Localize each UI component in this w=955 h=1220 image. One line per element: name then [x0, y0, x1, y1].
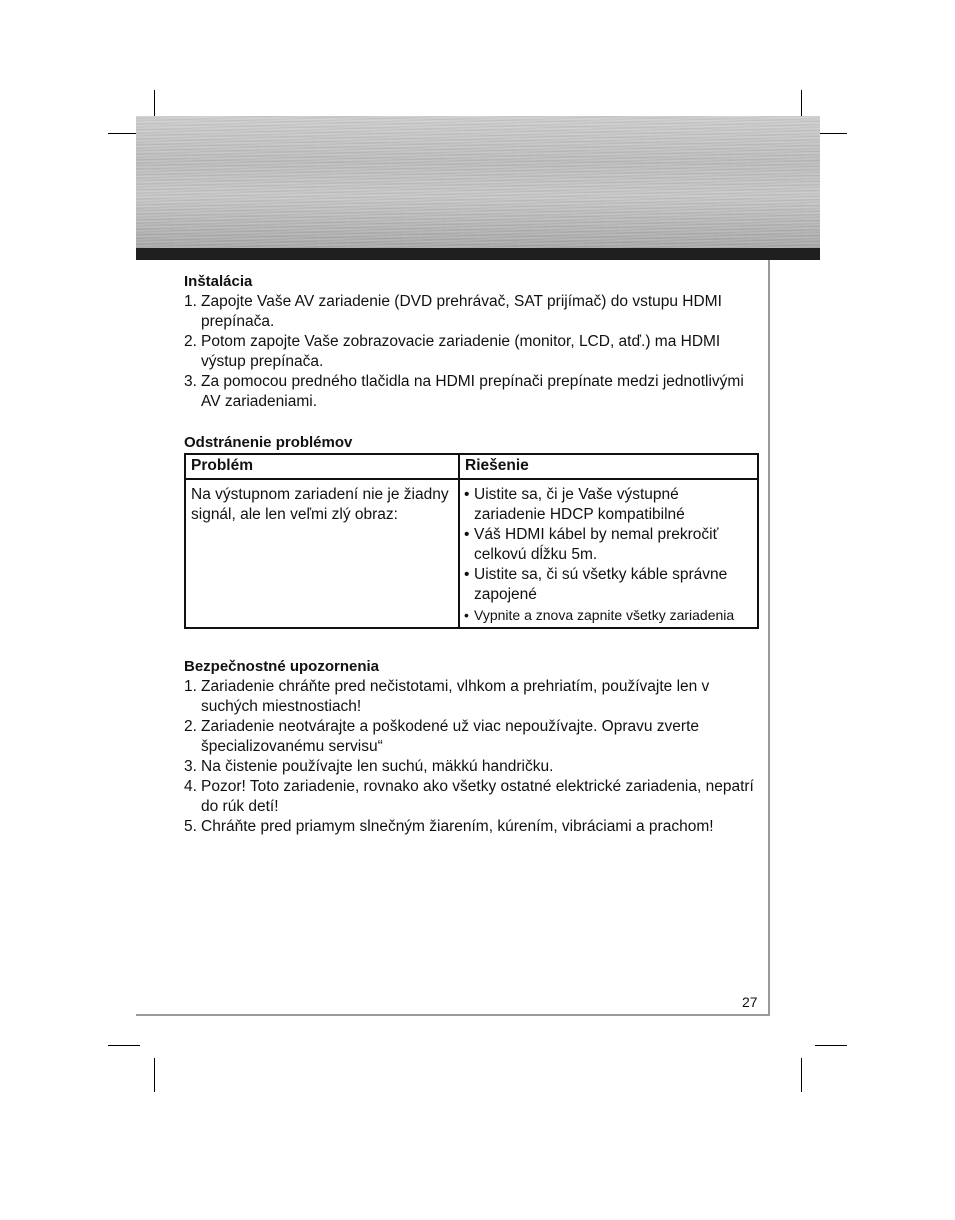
page-number: 27 — [742, 994, 758, 1010]
bottom-rule — [136, 1014, 770, 1016]
bullet-icon: • — [464, 566, 470, 583]
list-item: 2. Potom zapojte Vaše zobrazovacie zariadenie (monitor, LCD, atď.) ma HDMI výstup prepínača. — [184, 333, 721, 370]
crop-mark — [154, 1058, 155, 1092]
problem-cell: Na výstupnom zariadení nie je žiadny signál, ale len veľmi zlý obraz: — [185, 479, 459, 628]
crop-mark — [815, 1045, 847, 1046]
installation-heading: Inštalácia — [184, 273, 253, 290]
troubleshooting-heading: Odstránenie problémov — [184, 434, 353, 451]
troubleshooting-table — [184, 453, 759, 629]
list-item: 1. Zariadenie chráňte pred nečistotami, vlhkom a prehriatím, používajte len v suchých miestnostiach! — [184, 678, 710, 715]
solution-cell — [459, 479, 758, 628]
safety-heading: Bezpečnostné upozornenia — [184, 658, 380, 675]
bullet-icon: • — [464, 607, 469, 623]
crop-mark — [108, 1045, 140, 1046]
table-row — [185, 479, 758, 628]
list-item: 1. Zapojte Vaše AV zariadenie (DVD prehrávač, SAT prijímač) do vstupu HDMI prepínača. — [184, 293, 722, 330]
solution-item: • Vypnite a znova zapnite všetky zariadenia — [464, 607, 735, 623]
crop-mark — [801, 1058, 802, 1092]
solution-item: • Váš HDMI kábel by nemal prekročiť celkovú dĺžku 5m. — [464, 526, 719, 563]
safety-section — [184, 657, 764, 837]
page-content — [184, 272, 764, 837]
table-header-row — [185, 454, 758, 479]
bullet-icon: • — [464, 486, 470, 503]
list-item: 3. Za pomocou predného tlačidla na HDMI prepínači prepínate medzi jednotlivými AV zariadeniami. — [184, 373, 744, 410]
list-item: 4. Pozor! Toto zariadenie, rovnako ako všetky ostatné elektrické zariadenia, nepatrí do rúk detí! — [184, 778, 754, 815]
bullet-icon: • — [464, 526, 470, 543]
installation-list — [184, 292, 764, 412]
column-header-problem: Problém — [185, 454, 459, 479]
list-item: 2. Zariadenie neotvárajte a poškodené už viac nepoužívajte. Opravu zverte špecializovanému servisu“ — [184, 718, 700, 755]
troubleshooting-section — [184, 433, 764, 629]
column-header-solution: Riešenie — [459, 454, 758, 479]
solution-item: • Uistite sa, či je Vaše výstupné zariadenie HDCP kompatibilné — [464, 486, 685, 523]
solution-item: • Uistite sa, či sú všetky káble správne zapojené — [464, 566, 728, 603]
safety-list — [184, 677, 764, 837]
header-banner — [136, 116, 820, 248]
installation-section — [184, 272, 764, 412]
header-bar — [136, 248, 820, 260]
list-item: 5. Chráňte pred priamym slnečným žiarením, kúrením, vibráciami a prachom! — [184, 818, 714, 835]
right-rule — [768, 260, 770, 1016]
list-item: 3. Na čistenie používajte len suchú, mäkkú handričku. — [184, 758, 554, 775]
